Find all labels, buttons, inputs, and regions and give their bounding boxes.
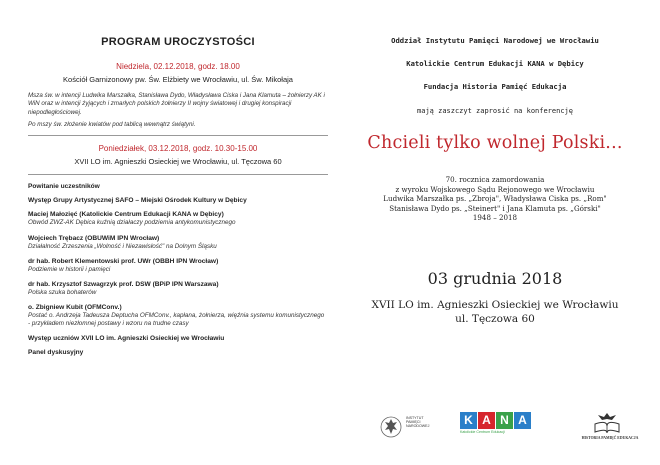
kana-letter-tile: N [496,412,513,429]
kana-letter-tile: K [460,412,477,429]
divider [28,174,328,175]
list-item [28,349,328,356]
kana-letter-tile: A [514,412,531,429]
venue-name: XVII LO im. Agnieszki Osieckiej we Wrocławiu [371,298,619,311]
invitation-column [340,36,650,326]
list-item [28,258,328,274]
ipn-logo-line: PAMIĘCI [406,420,421,425]
list-item [28,281,328,297]
organizer-ipn: Oddział Instytutu Pamięci Narodowej we Wrocławiu [391,36,599,45]
day1-note-mass: Msza św. w intencji Ludwika Marszałka, Stanisława Dydo, Władysława Ciska i Jana Klamuta – żołnierzy AK i WiN oraz w intencji żyjących i zmarłych polskich żołnierzy II wojny światowej i drugiej konspiracji niepodległościowej. [28,92,325,116]
item-title: Wojciech Trębacz (OBUWiM IPN Wrocław) [28,234,160,242]
kana-logo-subtitle: Katolickie Centrum Edukacji [460,430,505,434]
item-title: Panel dyskusyjny [28,349,84,357]
conference-title: Chcieli tylko wolnej Polski... [367,133,623,153]
item-subtitle: Obwód ZWZ-AK Dębica kuźnią działaczy podziemia antykomunistycznego [28,219,236,227]
day2-place: XVII LO im. Agnieszki Osieckiej we Wrocławiu, ul. Tęczowa 60 [74,157,282,167]
program-column [28,36,328,363]
kana-logo [460,412,540,442]
conference-date: 03 grudnia 2018 [427,268,563,288]
organizer-foundation: Fundacja Historia Pamięć Edukacja [423,82,567,91]
list-item [28,304,328,328]
item-subtitle: Podziemie w historii i pamięci [28,265,111,273]
list-item [28,211,328,227]
ipn-logo-line: NARODOWEJ [406,424,430,429]
organizer-kana: Katolickie Centrum Edukacji KANA w Dębicy [406,59,584,68]
list-item [28,235,328,251]
conference-description [340,175,650,223]
kana-logo-letters [460,412,531,429]
logo-strip [380,410,650,444]
ipn-logo [380,410,450,444]
hpe-logo-text: HISTORIA PAMIĘĆ EDUKACJA [581,436,639,440]
eagle-emblem-icon [380,414,402,440]
item-title: Występ uczniów XVII LO im. Agnieszki Osieckiej we Wrocławiu [28,335,225,343]
item-title: dr hab. Robert Klementowski prof. UWr (OBBH IPN Wrocław) [28,257,219,265]
desc-line: Stanisława Dydo ps. „Steinert" i Jana Klamuta ps. „Górski" [389,203,601,213]
eagle-book-icon [592,410,622,434]
day1-note-flowers: Po mszy św. złożenie kwiatów pod tablicą wewnątrz świątyni. [28,121,196,129]
list-item [28,335,328,342]
program-title: PROGRAM UROCZYSTOŚCI [101,36,255,48]
desc-line: Ludwika Marszałka ps. „Zbroja", Władysława Ciska ps. „Rom" [383,194,607,204]
day1-date: Niedziela, 02.12.2018, godz. 18.00 [116,62,240,71]
desc-line: 70. rocznica zamordowania [445,175,545,184]
hpe-logo [570,410,650,444]
divider [28,135,328,136]
day2-date: Poniedziałek, 03.12.2018, godz. 10.30-15.00 [98,144,258,154]
kana-letter-tile: A [478,412,495,429]
invitation-text: mają zaszczyt zaprosić na konferencję [417,107,573,115]
ipn-logo-line: INSTYTUT [406,416,424,420]
item-subtitle: Działalność Zrzeszenia „Wolność i Niezawisłość" na Dolnym Śląsku [28,242,217,250]
day1-place: Kościół Garnizonowy pw. Św. Elżbiety we Wrocławiu, ul. Św. Mikołaja [63,75,293,84]
item-title: Powitanie uczestników [28,183,100,191]
item-subtitle: Polska szuka bohaterów [28,288,97,296]
venue-address: ul. Tęczowa 60 [455,312,535,325]
desc-line: z wyroku Wojskowego Sądu Rejonowego we Wrocławiu [395,184,595,194]
program-list [28,183,328,356]
list-item [28,183,328,190]
item-title: Maciej Małozięć (Katolickie Centrum Edukacji KANA w Dębicy) [28,211,224,219]
item-title: Występ Grupy Artystycznej SAFO – Miejski Ośrodek Kultury w Dębicy [28,197,247,205]
list-item [28,197,328,204]
desc-line: 1948 – 2018 [472,213,518,223]
item-subtitle: Postać o. Andrzeja Tadeusza Deptucha OFMConv., kapłana, żołnierza, więźnia systemu komunistycznego - przykładem niezłomnej postawy i wzoru na trudne czasy [28,312,325,328]
item-title: o. Zbigniew Kubit (OFMConv.) [28,304,122,312]
item-title: dr hab. Krzysztof Szwagrzyk prof. DSW (BPiP IPN Warszawa) [28,280,219,288]
